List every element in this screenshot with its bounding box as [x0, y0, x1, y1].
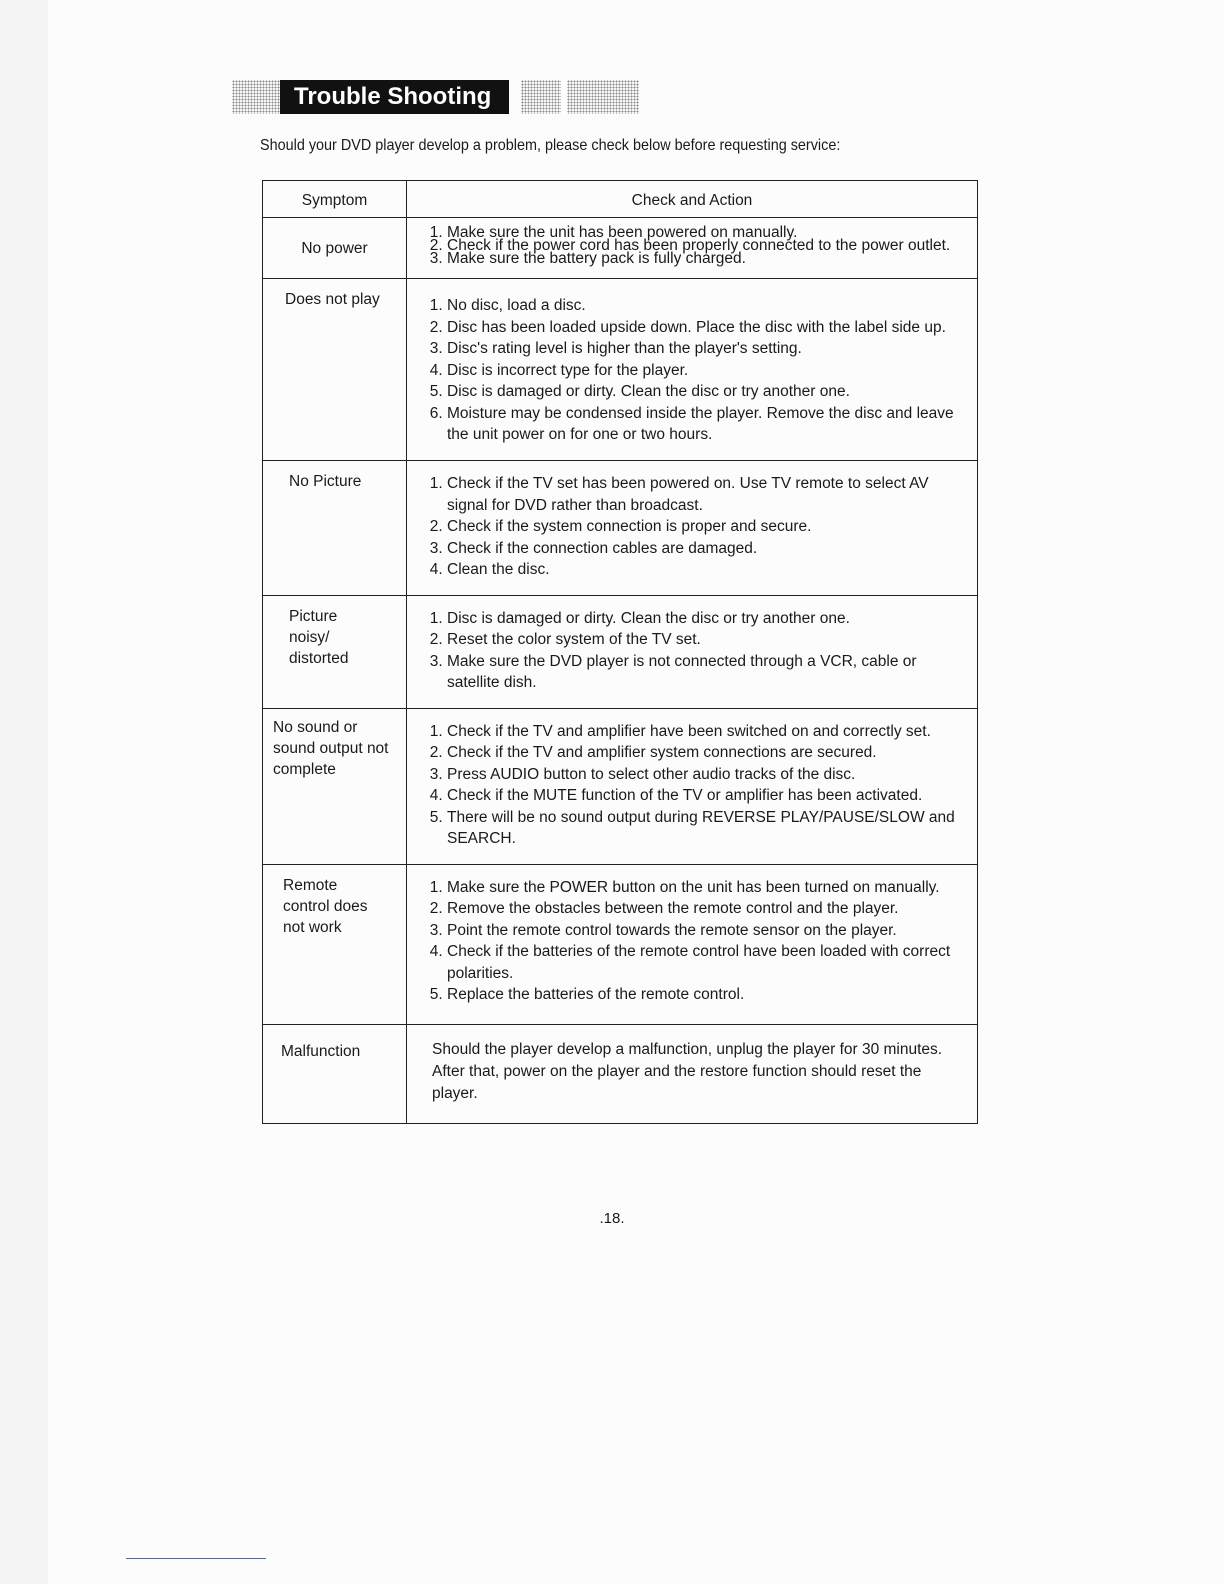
symptom-cell: [263, 1024, 407, 1123]
list-item: 5. Disc is damaged or dirty. Clean the disc or try another one.: [447, 381, 967, 403]
list-item: 3. Check if the connection cables are damaged.: [447, 538, 967, 560]
footer-rule: [126, 1558, 266, 1559]
table-header-row: [263, 181, 978, 218]
action-cell: [407, 461, 978, 596]
page-margin-shade: [0, 0, 48, 1584]
header-dot-pattern-left: [232, 80, 280, 114]
action-list: [407, 279, 977, 460]
section-title: Trouble Shooting: [280, 80, 509, 114]
list-item: 2. Check if the power cord has been properly connected to the power outlet.: [447, 239, 967, 252]
list-item: 1. Disc is damaged or dirty. Clean the disc or try another one.: [447, 608, 967, 630]
list-item: 1. Make sure the POWER button on the unit has been turned on manually.: [447, 877, 967, 899]
action-list: [407, 596, 977, 708]
action-list: [407, 709, 977, 864]
symptom-cell: [263, 864, 407, 1024]
table-row: [263, 708, 978, 864]
list-item: 5. Replace the batteries of the remote control.: [447, 984, 967, 1006]
list-item: 2. Check if the TV and amplifier system connections are secured.: [447, 742, 967, 764]
action-header: Check and Action: [631, 192, 753, 209]
header-dot-pattern-right-2: [567, 80, 639, 114]
symptom-label: Remote control does not work: [283, 876, 368, 936]
list-item: 3. Press AUDIO button to select other audio tracks of the disc.: [447, 764, 967, 786]
symptom-label: Malfunction: [281, 1042, 361, 1060]
action-cell: [407, 279, 978, 461]
list-item: 4. Disc is incorrect type for the player.: [447, 360, 967, 382]
list-item: 2. Remove the obstacles between the remote control and the player.: [447, 898, 967, 920]
action-paragraph: Should the player develop a malfunction, unplug the player for 30 minutes. After that, power on the player and the restore function should reset the player.: [432, 1040, 943, 1102]
header-dot-pattern-right: [521, 80, 561, 114]
table-row: [263, 864, 978, 1024]
table-row: [263, 461, 978, 596]
troubleshooting-table: [262, 180, 978, 1124]
action-cell: [407, 595, 978, 708]
list-item: 1. No disc, load a disc.: [447, 295, 967, 317]
section-header: [232, 80, 639, 114]
page-number: .18.: [599, 1210, 625, 1227]
list-item: 1. Check if the TV set has been powered on. Use TV remote to select AV signal for DVD rather than broadcast.: [447, 473, 967, 516]
action-cell: [407, 708, 978, 864]
symptom-cell: [263, 595, 407, 708]
list-item: 3. Point the remote control towards the remote sensor on the player.: [447, 920, 967, 942]
list-item: 2. Check if the system connection is proper and secure.: [447, 516, 967, 538]
list-item: 1. Check if the TV and amplifier have been switched on and correctly set.: [447, 721, 967, 743]
list-item: 6. Moisture may be condensed inside the player. Remove the disc and leave the unit power on for one or two hours.: [447, 403, 967, 446]
list-item: 4. Clean the disc.: [447, 559, 967, 581]
symptom-label: No sound or sound output not complete: [273, 718, 389, 778]
list-item: 5. There will be no sound output during REVERSE PLAY/PAUSE/SLOW and SEARCH.: [447, 807, 967, 850]
intro-text: Should your DVD player develop a problem, please check below before requesting service:: [260, 137, 841, 154]
list-item: 2. Reset the color system of the TV set.: [447, 629, 967, 651]
symptom-label: No Picture: [289, 473, 362, 490]
list-item: 2. Disc has been loaded upside down. Place the disc with the label side up.: [447, 317, 967, 339]
list-item: 4. Check if the batteries of the remote control have been loaded with correct polarities.: [447, 941, 967, 984]
symptom-cell: [263, 708, 407, 864]
action-list: [407, 461, 977, 595]
list-item: 1. Make sure the unit has been powered on manually.: [447, 226, 967, 239]
list-item: 4. Check if the MUTE function of the TV or amplifier has been activated.: [447, 785, 967, 807]
symptom-header-cell: [263, 181, 407, 218]
action-list: [407, 218, 977, 271]
action-cell: [407, 1024, 978, 1123]
symptom-cell: [263, 218, 407, 279]
action-header-cell: [407, 181, 978, 218]
table-row: [263, 595, 978, 708]
table-row: [263, 218, 978, 279]
symptom-cell: [263, 279, 407, 461]
symptom-header: Symptom: [301, 192, 368, 209]
symptom-label: Does not play: [285, 291, 380, 308]
list-item: 3. Make sure the DVD player is not connected through a VCR, cable or satellite dish.: [447, 651, 967, 694]
action-cell: [407, 218, 978, 279]
action-list: [407, 865, 977, 1020]
symptom-label: Picture noisy/ distorted: [289, 607, 349, 667]
action-cell: [407, 864, 978, 1024]
symptom-cell: [263, 461, 407, 596]
list-item: 3. Make sure the battery pack is fully charged.: [447, 252, 967, 265]
table-row: [263, 1024, 978, 1123]
list-item: 3. Disc's rating level is higher than the player's setting.: [447, 338, 967, 360]
table-row: [263, 279, 978, 461]
symptom-label: No power: [301, 240, 368, 257]
